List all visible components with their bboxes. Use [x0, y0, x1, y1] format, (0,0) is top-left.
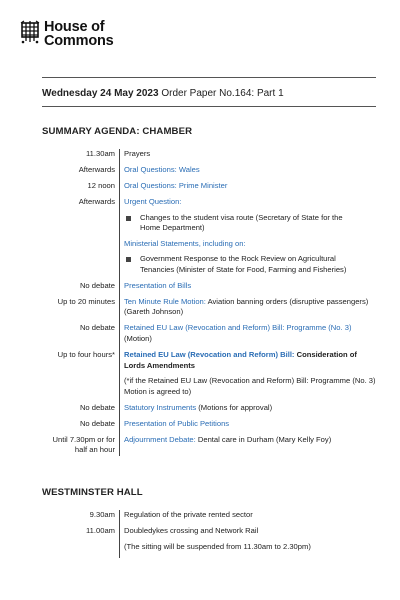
agenda-row [42, 526, 376, 542]
westminster-item: Regulation of the private rented sector [124, 510, 253, 519]
square-bullet-icon [126, 257, 131, 262]
lords-amendments-note: (*if the Retained EU Law (Revocation and Reform) Bill: Programme (No. 3) Motion is agreed to) [124, 376, 376, 396]
adjournment-debate-link[interactable]: Adjournment Debate: [124, 434, 196, 444]
oral-questions-wales-link[interactable]: Oral Questions: Wales [124, 164, 200, 174]
logo-line-1: House of [44, 19, 105, 35]
logo-text [44, 20, 114, 48]
agenda-row [42, 197, 376, 281]
programme-motion-text: (Motion) [124, 334, 152, 344]
agenda-time: No debate [79, 418, 115, 428]
westminster-item: (The sitting will be suspended from 11.30am to 2.30pm) [124, 541, 311, 551]
agenda-row [42, 403, 376, 419]
agenda-time: Up to four hours* [57, 350, 115, 360]
agenda-row [42, 542, 376, 558]
agenda-row [42, 435, 376, 456]
public-petitions-link[interactable]: Presentation of Public Petitions [124, 418, 230, 428]
agenda-time: No debate [79, 280, 115, 290]
chamber-agenda [42, 149, 376, 456]
logo-line-2: Commons [44, 33, 114, 49]
agenda-time: Up to 20 minutes [57, 296, 115, 306]
ten-minute-rule-link[interactable]: Ten Minute Rule Motion: [124, 296, 206, 306]
westminster-hall-agenda [42, 510, 376, 558]
agenda-row [42, 297, 376, 324]
bottom-rule [42, 106, 376, 107]
presentation-of-bills-link[interactable]: Presentation of Bills [124, 280, 192, 290]
agenda-time: Afterwards [78, 196, 115, 206]
urgent-question-link[interactable]: Urgent Question: [124, 196, 182, 206]
oral-questions-pm-link[interactable]: Oral Questions: Prime Minister [124, 180, 228, 190]
agenda-row [42, 350, 376, 403]
agenda-time: 11.30am [86, 149, 115, 158]
chamber-heading: SUMMARY AGENDA: CHAMBER [42, 126, 193, 137]
house-of-commons-logo [20, 20, 114, 48]
list-item [126, 254, 376, 275]
statutory-instruments-text: (Motions for approval) [196, 402, 273, 412]
ministerial-statement-text: Government Response to the Rock Review on Agricultural Tenancies (Minister of State for Food, Farming and Fisheries) [140, 254, 347, 274]
agenda-row [42, 281, 376, 297]
portcullis-icon [20, 20, 40, 44]
agenda-time [42, 542, 119, 558]
square-bullet-icon [126, 216, 131, 221]
order-paper-date: Wednesday 24 May 2023 [42, 88, 159, 99]
top-rule [42, 77, 376, 78]
agenda-time: 12 noon [87, 180, 115, 190]
agenda-time: Until 7.30pm or for half an hour [52, 434, 115, 455]
programme-motion-link[interactable]: Retained EU Law (Revocation and Reform) Bill: Programme (No. 3) [124, 323, 352, 333]
agenda-row [42, 181, 376, 197]
lords-amendments-link[interactable]: Retained EU Law (Revocation and Reform) Bill: [124, 350, 295, 360]
agenda-time: No debate [79, 402, 115, 412]
agenda-time: 9.30am [89, 510, 115, 519]
westminster-item: Doubledykes crossing and Network Rail [124, 525, 259, 535]
adjournment-debate-text: Dental care in Durham (Mary Kelly Foy) [195, 434, 332, 444]
agenda-time: 11.00am [86, 525, 115, 535]
agenda-row [42, 323, 376, 350]
urgent-question-text: Changes to the student visa route (Secretary of State for the Home Department) [140, 212, 343, 233]
ten-minute-rule-text: Aviation banning orders (disruptive passengers) (Gareth Johnson) [124, 296, 369, 317]
westminster-hall-heading: WESTMINSTER HALL [42, 487, 143, 498]
agenda-row [42, 510, 376, 526]
order-paper-title [42, 88, 284, 99]
agenda-time: Afterwards [78, 164, 115, 174]
order-paper-number: Order Paper No.164: Part 1 [161, 88, 284, 99]
agenda-time: No debate [79, 323, 115, 333]
statutory-instruments-link[interactable]: Statutory Instruments [124, 402, 197, 412]
agenda-row [42, 419, 376, 435]
lords-amendments-text: Consideration of Lords Amendments [124, 350, 357, 370]
agenda-row [42, 149, 376, 165]
agenda-item-prayers: Prayers [124, 149, 151, 158]
ministerial-statements-link[interactable]: Ministerial Statements, including on: [124, 238, 246, 248]
list-item [126, 213, 376, 239]
agenda-row [42, 165, 376, 181]
